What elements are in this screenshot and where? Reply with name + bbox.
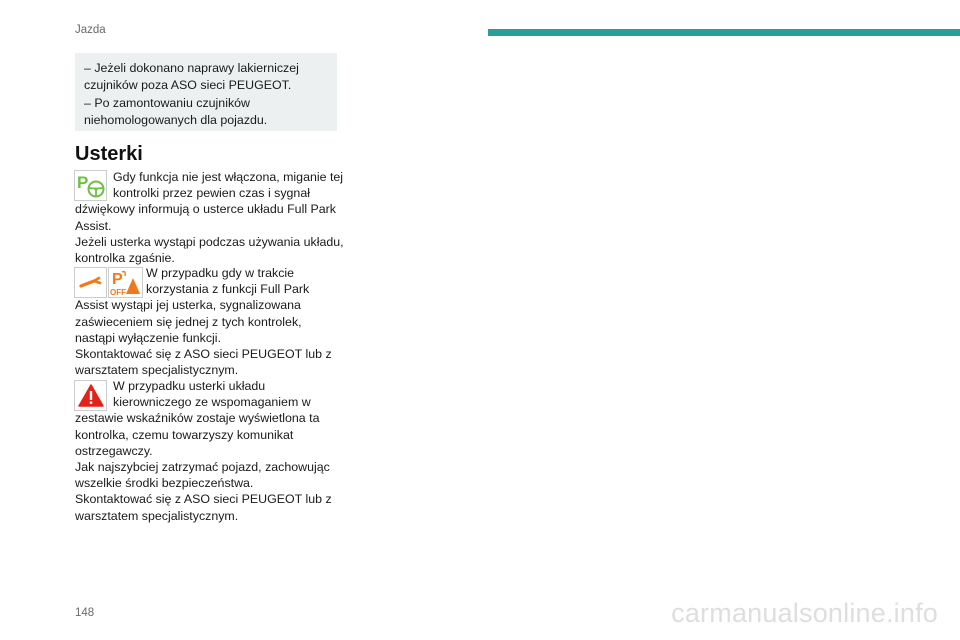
note-line: niehomologowanych dla pojazdu. [84, 113, 268, 128]
text-line: kontrolka, czemu towarzyszy komunikat [75, 427, 294, 442]
text-line: warsztatem specjalistycznym. [75, 508, 239, 523]
text-line: nastąpi wyłączenie funkcji. [75, 330, 222, 345]
paragraph-fault-indicator [75, 169, 345, 266]
text-line: kontrolki przez pewien czas i sygnał [113, 186, 310, 201]
page-number: 148 [75, 607, 95, 619]
text-line: Assist. [75, 218, 112, 233]
note-line: czujników poza ASO sieci PEUGEOT. [84, 78, 292, 93]
text-line: ostrzegawczy. [75, 443, 153, 458]
section-header: Jazda [75, 24, 106, 36]
text-line: zaświeceniem się jednej z tych kontrolek, [75, 314, 302, 329]
text-line: Jeżeli usterka wystąpi podczas używania układu, [75, 234, 344, 249]
section-heading: Usterki [75, 143, 143, 165]
paragraph-full-park-assist-fault [75, 265, 345, 378]
text-line: W przypadku gdy w trakcie [146, 266, 295, 280]
text-line: kierowniczego ze wspomaganiem w [113, 395, 311, 410]
text-line: warsztatem specjalistycznym. [75, 363, 239, 378]
header-accent-bar [488, 29, 960, 36]
text-line: W przypadku usterki układu [113, 379, 266, 393]
text-line: zestawie wskaźników zostaje wyświetlona ta [75, 411, 320, 426]
text-line: Gdy funkcja nie jest włączona, miganie tej [113, 170, 344, 184]
note-line: – Po zamontowaniu czujników [84, 95, 250, 110]
text-line: wszelkie środki bezpieczeństwa. [75, 476, 254, 491]
text-line: Assist wystąpi jej usterka, sygnalizowana [75, 298, 301, 313]
text-line: Jak najszybciej zatrzymać pojazd, zachowując [75, 460, 330, 475]
note-line: – Jeżeli dokonano naprawy lakierniczej [84, 61, 299, 75]
svg-text:P: P [112, 271, 123, 288]
text-line: kontrolka zgaśnie. [75, 251, 175, 266]
watermark: carmanualsonline.info [671, 598, 938, 628]
text-line: dźwiękowy informują o usterce układu Full Park [75, 202, 337, 217]
text-line: Skontaktować się z ASO sieci PEUGEOT lub z [75, 492, 332, 507]
text-line: Skontaktować się z ASO sieci PEUGEOT lub z [75, 347, 332, 362]
svg-text:OFF: OFF [110, 288, 126, 297]
note-box [75, 53, 337, 131]
text-line: korzystania z funkcji Full Park [146, 282, 310, 297]
paragraph-steering-fault [75, 378, 345, 524]
svg-text:P: P [77, 173, 89, 192]
